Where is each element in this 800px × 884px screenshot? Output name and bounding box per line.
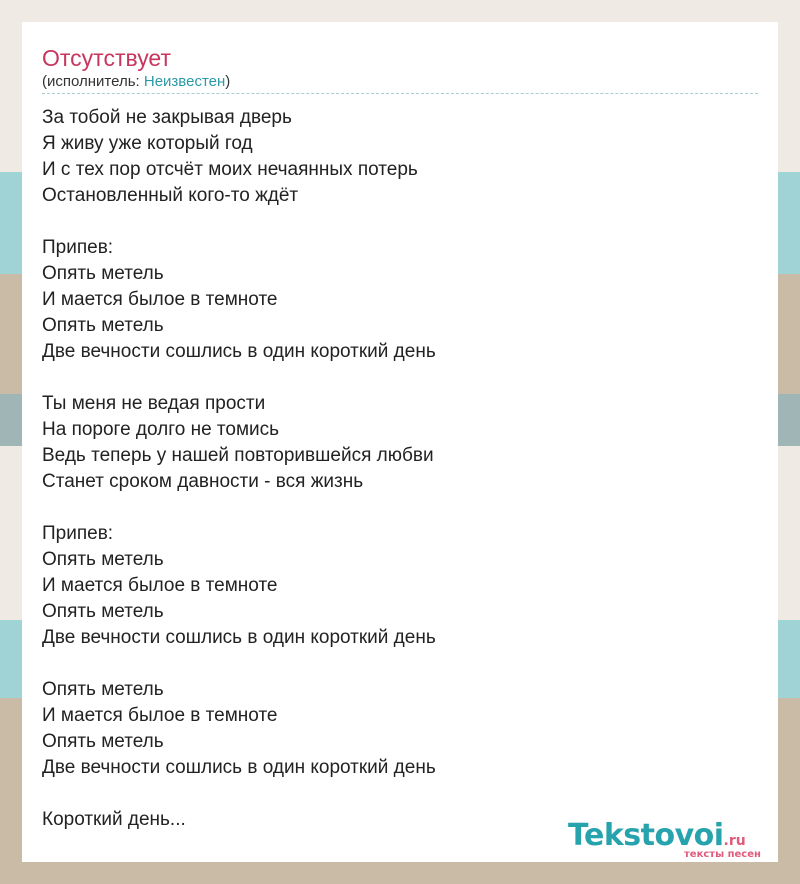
- song-title: Отсутствует: [42, 45, 171, 71]
- lyrics-line: Опять метель: [42, 731, 164, 752]
- artist-suffix: ): [225, 73, 231, 90]
- site-logo[interactable]: [568, 819, 778, 865]
- lyrics-line: Две вечности сошлись в один короткий день: [42, 341, 436, 362]
- logo-tld: .ru: [723, 833, 746, 849]
- lyrics-line: Ведь теперь у нашей повторившейся любви: [42, 445, 434, 466]
- lyrics-line: Ты меня не ведая прости: [42, 393, 266, 414]
- lyrics-line: Остановленный кого-то ждёт: [42, 185, 299, 206]
- lyrics-line: Опять метель: [42, 315, 164, 336]
- lyrics-line: Опять метель: [42, 679, 164, 700]
- artist-link[interactable]: Неизвестен: [143, 73, 226, 90]
- lyrics-line: Опять метель: [42, 601, 164, 622]
- lyrics-line: На пороге долго не томись: [42, 419, 280, 440]
- lyrics-line: За тобой не закрывая дверь: [42, 107, 292, 128]
- lyrics-line: Станет сроком давности - вся жизнь: [42, 471, 364, 492]
- logo-name: Tekstovoi: [568, 818, 724, 853]
- lyrics-line: И мается былое в темноте: [42, 575, 278, 596]
- artist-line: [42, 73, 230, 91]
- lyrics-line: И мается былое в темноте: [42, 705, 278, 726]
- lyrics-line: [42, 365, 436, 391]
- lyrics-line: И мается былое в темноте: [42, 289, 278, 310]
- artist-prefix: (исполнитель:: [42, 73, 144, 90]
- lyrics-line: Припев:: [42, 237, 114, 258]
- lyrics-text: [42, 105, 436, 833]
- lyrics-line: [42, 495, 436, 521]
- title-divider: [42, 93, 758, 94]
- lyrics-line: [42, 209, 436, 235]
- lyrics-line: Опять метель: [42, 549, 164, 570]
- lyrics-line: Две вечности сошлись в один короткий день: [42, 627, 436, 648]
- lyrics-line: И с тех пор отсчёт моих нечаянных потерь: [42, 159, 418, 180]
- lyrics-line: Опять метель: [42, 263, 164, 284]
- lyrics-line: Короткий день...: [42, 809, 186, 830]
- lyrics-line: Две вечности сошлись в один короткий день: [42, 757, 436, 778]
- lyrics-line: Я живу уже который год: [42, 133, 253, 154]
- lyrics-card: [22, 22, 778, 862]
- lyrics-line: Припев:: [42, 523, 114, 544]
- lyrics-line: [42, 781, 436, 807]
- lyrics-line: [42, 651, 436, 677]
- logo-tagline: тексты песен: [684, 849, 761, 860]
